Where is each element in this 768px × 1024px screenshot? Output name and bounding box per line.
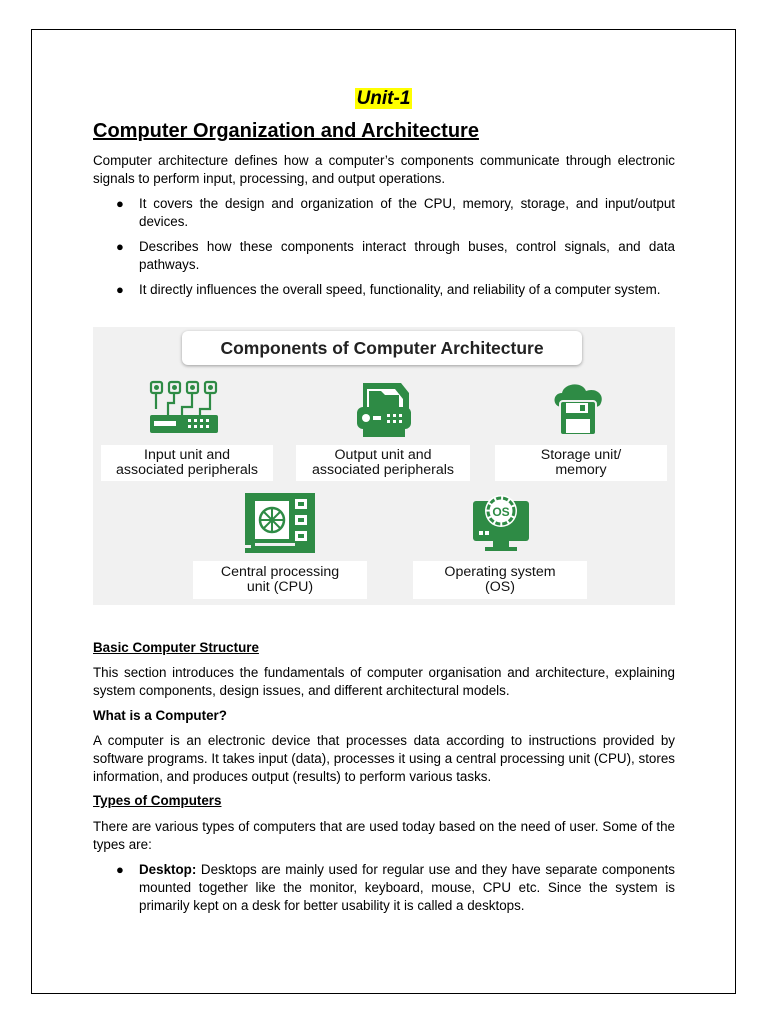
motherboard-icon: [243, 491, 317, 555]
document-page: [31, 29, 736, 994]
unit-heading: Unit-1: [356, 88, 411, 109]
type-term: Desktop:: [139, 862, 197, 877]
what-is-paragraph: A computer is an electronic device that processes data according to instructions provided by software programs. It takes input (data), processes it using a central processing unit (CPU), stores information, and produces output (results) to perform various tasks.: [93, 733, 675, 784]
component-label-storage: Storage unit/ memory: [495, 445, 667, 481]
type-item-desktop: [139, 861, 675, 915]
bullet-dot: ●: [116, 282, 124, 297]
printer-icon: [353, 379, 415, 441]
types-heading: Types of Computers: [93, 793, 222, 808]
bullet-dot: ●: [116, 239, 124, 254]
basic-structure-paragraph: This section introduces the fundamentals of computer organisation and architecture, explaining system components, design issues, and different architectural models.: [93, 665, 675, 698]
svg-text:OS: OS: [492, 505, 510, 519]
type-description: Desktops are mainly used for regular use and they have separate components mounted together like the monitor, keyboard, mouse, CPU etc. Since the system is primarily kept on a desk for better usability it is called a desktops.: [139, 862, 675, 913]
component-label-cpu: Central processing unit (CPU): [193, 561, 367, 599]
bullet-item: It directly influences the overall speed, functionality, and reliability of a computer system.: [139, 282, 661, 297]
os-monitor-icon: [469, 491, 533, 555]
page-title: Computer Organization and Architecture: [93, 120, 479, 142]
component-label-output: Output unit and associated peripherals: [296, 445, 470, 481]
bullet-dot: ●: [116, 862, 124, 877]
intro-paragraph: Computer architecture defines how a computer’s components communicate through electronic signals to perform input, processing, and output operations.: [93, 153, 675, 186]
components-figure: [93, 327, 675, 605]
component-label-input: Input unit and associated peripherals: [101, 445, 273, 481]
figure-title: Components of Computer Architecture: [182, 331, 582, 365]
bullet-item: It covers the design and organization of the CPU, memory, storage, and input/output devices.: [139, 196, 675, 229]
bullet-dot: ●: [116, 196, 124, 211]
bullet-item: Describes how these components interact through buses, control signals, and data pathways.: [139, 239, 675, 272]
input-device-icon: [148, 379, 223, 441]
types-paragraph: There are various types of computers that are used today based on the need of user. Some of the types are:: [93, 819, 675, 852]
component-label-os: Operating system (OS): [413, 561, 587, 599]
cloud-floppy-icon: [548, 381, 610, 439]
basic-structure-heading: Basic Computer Structure: [93, 640, 259, 655]
what-is-heading: What is a Computer?: [93, 708, 227, 723]
